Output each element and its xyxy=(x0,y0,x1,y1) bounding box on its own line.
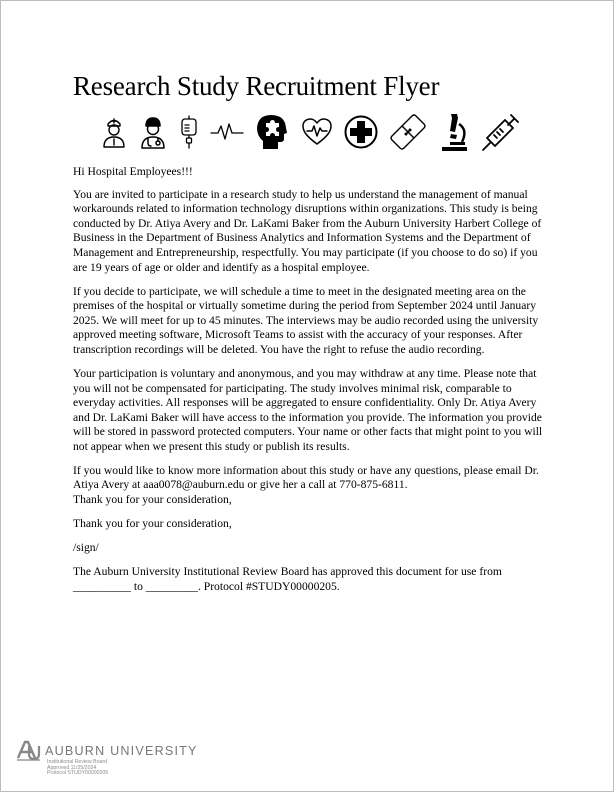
paragraph-confidentiality: Your participation is voluntary and anonymous, and you may withdraw at any time. Please note that you will not be compensated for participating. The study involves minimal risk, comparable to everyday activities. All responses will be aggregated to ensure confidentiality. Only Dr. Atiya Avery and Dr. LaKami Baker will have access to the information you provide. The information you provide will be stored in password protected computers. Your name or other facts that might point to you will not appear when we present this study or publish its results. xyxy=(73,366,543,453)
irb-approval-line-2: __________ to _________. Protocol #STUDY00000205. xyxy=(73,579,340,593)
irb-approval-line-1: The Auburn University Institutional Review Board has approved this document for use from xyxy=(73,565,502,578)
closing-thanks: Thank you for your consideration, xyxy=(73,517,232,531)
irb-stamp-line-3: Protocol STUDY00000205 xyxy=(47,770,109,777)
doctor-icon xyxy=(138,115,168,149)
medical-icon-row xyxy=(101,107,521,157)
auburn-au-logo-icon xyxy=(17,740,41,762)
irb-stamp-line-1: Institutional Review Board xyxy=(47,759,107,765)
flyer-body xyxy=(73,165,545,604)
bandage-icon xyxy=(389,113,427,151)
microscope-icon xyxy=(438,112,470,152)
paragraph-study-purpose: You are invited to participate in a research study to help us understand the management of manual workarounds related to information technology disruptions within organizations. This study is being conducted by Dr. Atiya Avery and Dr. LaKami Baker from the Auburn University Harbert College of Business in the Department of Business Analytics and Information Systems and the Department of Management and Entrepreneurship, respectfully. You may participate (if you choose to do so) if you are 19 years of age or older and identify as a hospital employee. xyxy=(73,187,542,274)
auburn-footer-logo xyxy=(17,739,217,783)
irb-approval xyxy=(73,565,545,594)
heart-pulse-icon xyxy=(301,117,333,147)
university-name: AUBURN UNIVERSITY xyxy=(45,744,198,758)
signature: /sign/ xyxy=(73,541,99,555)
heartbeat-icon xyxy=(210,122,244,142)
irb-stamp xyxy=(47,760,108,777)
medical-cross-icon xyxy=(344,115,378,149)
irb-stamp-line-2: Approved 11/25/2024 xyxy=(47,764,97,771)
nurse-icon xyxy=(101,115,127,149)
contact-thanks: Thank you for your consideration, xyxy=(73,493,232,507)
greeting: Hi Hospital Employees!!! xyxy=(73,165,193,178)
contact-info: If you would like to know more information about this study or have any questions, please email Dr. Atiya Avery at aaa0078@auburn.edu or give her a call at 770-875-6811. xyxy=(73,463,539,492)
syringe-icon xyxy=(481,112,521,152)
paragraph-participation-details: If you decide to participate, we will schedule a time to meet in the designated meeting area on the premises of the hospital or virtually sometime during the period from September 2024 until January 2025. We will meet for up to 45 minutes. The interviews may be audio recorded using the university approved meeting software, Microsoft Teams to assist with the accuracy of your responses. After transcription recordings will be deleted. You have the right to refuse the audio recording. xyxy=(73,284,539,356)
iv-bag-icon xyxy=(179,115,199,149)
flyer-title: Research Study Recruitment Flyer xyxy=(73,71,440,101)
paragraph-contact xyxy=(73,464,545,508)
brain-puzzle-icon xyxy=(255,113,289,151)
